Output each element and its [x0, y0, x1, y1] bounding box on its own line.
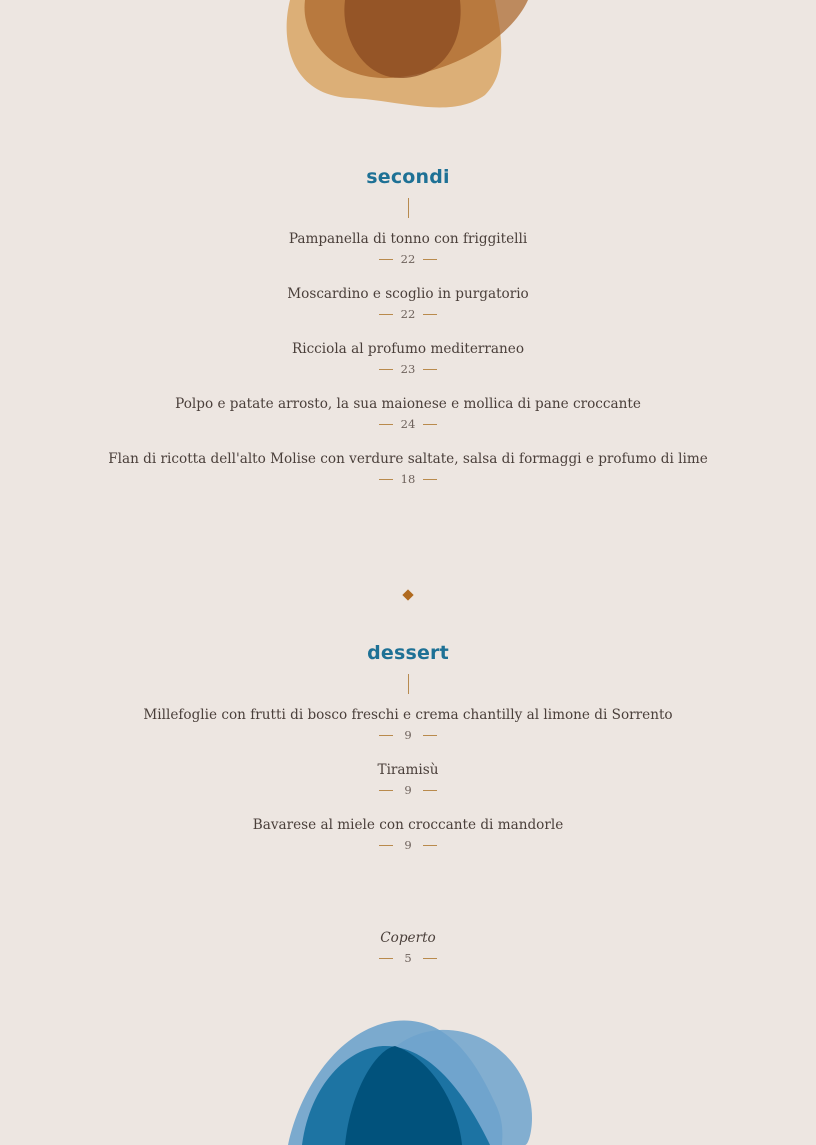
menu-item-price: 9 [404, 838, 412, 852]
menu-item-price: 24 [400, 417, 416, 431]
menu-item [0, 761, 816, 816]
menu-item-price-row [0, 413, 816, 435]
menu-item-price: 22 [400, 307, 416, 321]
price-dash [423, 735, 437, 736]
menu-item-name: Tiramisù [377, 762, 439, 778]
price-dash [423, 958, 437, 959]
price-dash [423, 314, 437, 315]
dessert-section [0, 641, 816, 871]
menu-item-price: 9 [404, 783, 412, 797]
price-dash [379, 735, 393, 736]
menu-item-name: Moscardino e scoglio in purgatorio [287, 286, 529, 302]
menu-item-price-row [0, 834, 816, 856]
coperto-section [0, 929, 816, 984]
menu-item [0, 450, 816, 505]
diamond-divider-icon [402, 589, 413, 600]
price-dash [423, 424, 437, 425]
coperto-label: Coperto [380, 930, 436, 946]
coperto-item [0, 929, 816, 984]
section-divider-line [408, 674, 409, 694]
menu-item-name: Polpo e patate arrosto, la sua maionese e mollica di pane croccante [175, 396, 641, 412]
menu-item-name: Millefoglie con frutti di bosco freschi e crema chantilly al limone di Sorrento [143, 707, 673, 723]
price-dash [379, 958, 393, 959]
menu-item-price-row [0, 779, 816, 801]
price-dash [423, 845, 437, 846]
menu-item-name: Bavarese al miele con croccante di mandorle [252, 817, 564, 833]
menu-item [0, 285, 816, 340]
price-dash [423, 479, 437, 480]
price-dash [423, 790, 437, 791]
menu-item [0, 340, 816, 395]
price-dash [423, 259, 437, 260]
menu-item [0, 230, 816, 285]
section-title-dessert: dessert [367, 642, 449, 664]
coperto-price-row [0, 947, 816, 969]
menu-item-price: 22 [400, 252, 416, 266]
price-dash [379, 424, 393, 425]
menu-item-price: 23 [400, 362, 416, 376]
menu-item-name: Flan di ricotta dell'alto Molise con verdure saltate, salsa di formaggi e profumo di lime [108, 451, 708, 467]
price-dash [379, 479, 393, 480]
menu-item-price-row [0, 468, 816, 490]
menu-item-price: 18 [400, 472, 416, 486]
menu-item-price-row [0, 724, 816, 746]
section-divider-line [408, 198, 409, 218]
menu-item [0, 816, 816, 871]
decorative-warm-shapes [280, 0, 540, 110]
section-title-secondi: secondi [366, 166, 450, 188]
menu-item-price-row [0, 358, 816, 380]
menu-item-price-row [0, 248, 816, 270]
menu-item [0, 395, 816, 450]
price-dash [379, 314, 393, 315]
price-dash [379, 790, 393, 791]
menu-item-price: 9 [404, 728, 412, 742]
price-dash [423, 369, 437, 370]
price-dash [379, 845, 393, 846]
menu-item-name: Pampanella di tonno con friggitelli [288, 231, 528, 247]
secondi-section [0, 165, 816, 505]
menu-item-price-row [0, 303, 816, 325]
menu-item [0, 706, 816, 761]
coperto-price: 5 [404, 951, 412, 965]
price-dash [379, 259, 393, 260]
decorative-cool-shapes [280, 1018, 540, 1145]
price-dash [379, 369, 393, 370]
menu-item-name: Ricciola al profumo mediterraneo [291, 341, 525, 357]
